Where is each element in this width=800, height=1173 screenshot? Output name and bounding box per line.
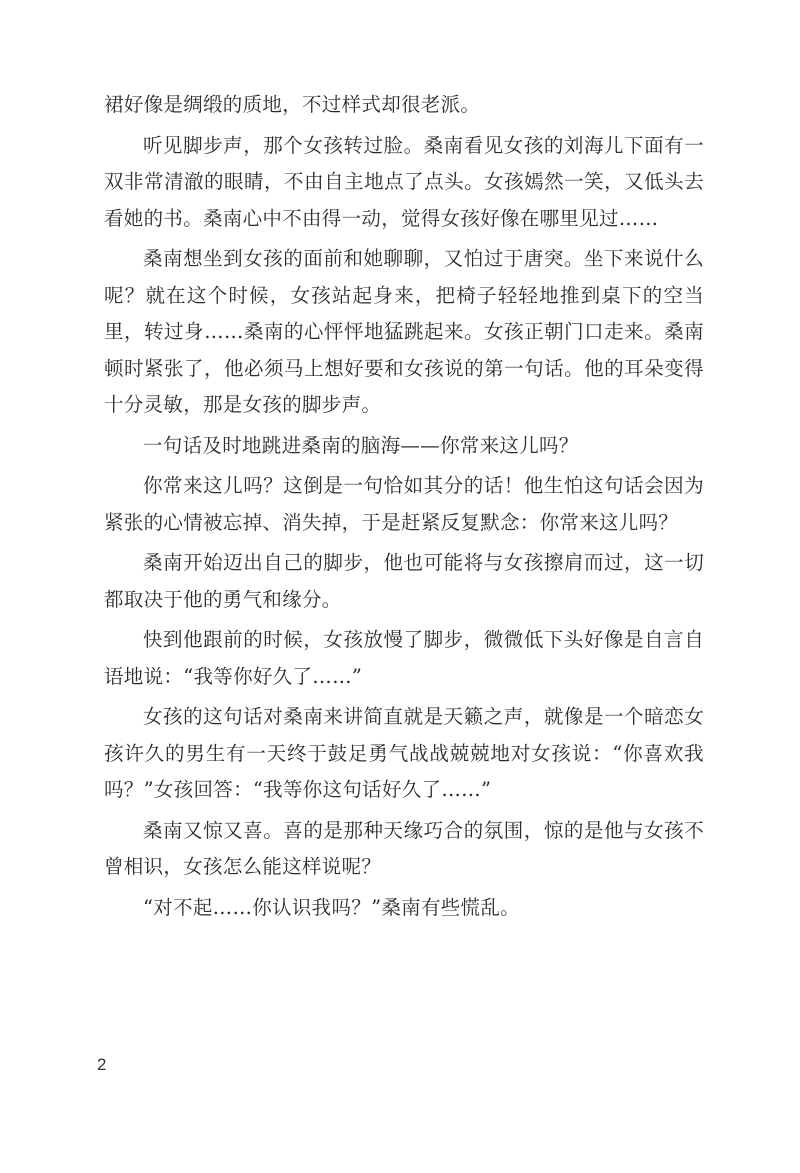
paragraph-6: 桑南开始迈出自己的脚步，他也可能将与女孩擦肩而过，这一切都取决于他的勇气和缘分。: [104, 551, 704, 611]
paragraph-9: 桑南又惊又喜。喜的是那种天缘巧合的氛围，惊的是他与女孩不曾相识，女孩怎么能这样说呢？: [104, 818, 704, 878]
paragraph-7: 快到他跟前的时候，女孩放慢了脚步，微微低下头好像是自言自语地说：“我等你好久了……”: [104, 628, 704, 688]
paragraph-5: 你常来这儿吗？这倒是一句恰如其分的话！他生怕这句话会因为紧张的心情被忘掉、消失掉，于是赶紧反复默念：你常来这儿吗？: [104, 474, 704, 534]
paragraph-3: 桑南想坐到女孩的面前和她聊聊，又怕过于唐突。坐下来说什么呢？就在这个时候，女孩站起身来，把椅子轻轻地推到桌下的空当里，转过身……桑南的心怦怦地猛跳起来。女孩正朝门口走来。桑南顿时紧张了，他必须马上想好要和女孩说的第一句话。他的耳朵变得十分灵敏，那是女孩的脚步声。: [104, 247, 704, 416]
paragraph-10: “对不起……你认识我吗？”桑南有些慌乱。: [143, 895, 520, 919]
paragraph-1: 裙好像是绸缎的质地，不过样式却很老派。: [104, 93, 481, 116]
paragraph-2: 听见脚步声，那个女孩转过脸。桑南看见女孩的刘海儿下面有一双非常清澈的眼睛，不由自主地点了点头。女孩嫣然一笑，又低头去看她的书。桑南心中不由得一动，觉得女孩好像在哪里见过……: [104, 133, 704, 230]
page-body: [104, 87, 704, 930]
paragraph-8: 女孩的这句话对桑南来讲简直就是天籁之声，就像是一个暗恋女孩许久的男生有一天终于鼓足勇气战战兢兢地对女孩说：“你喜欢我吗？”女孩回答：“我等你这句话好久了……”: [104, 705, 704, 801]
page-number: 2: [97, 1055, 107, 1074]
paragraph-4: 一句话及时地跳进桑南的脑海——你常来这儿吗？: [143, 433, 579, 457]
